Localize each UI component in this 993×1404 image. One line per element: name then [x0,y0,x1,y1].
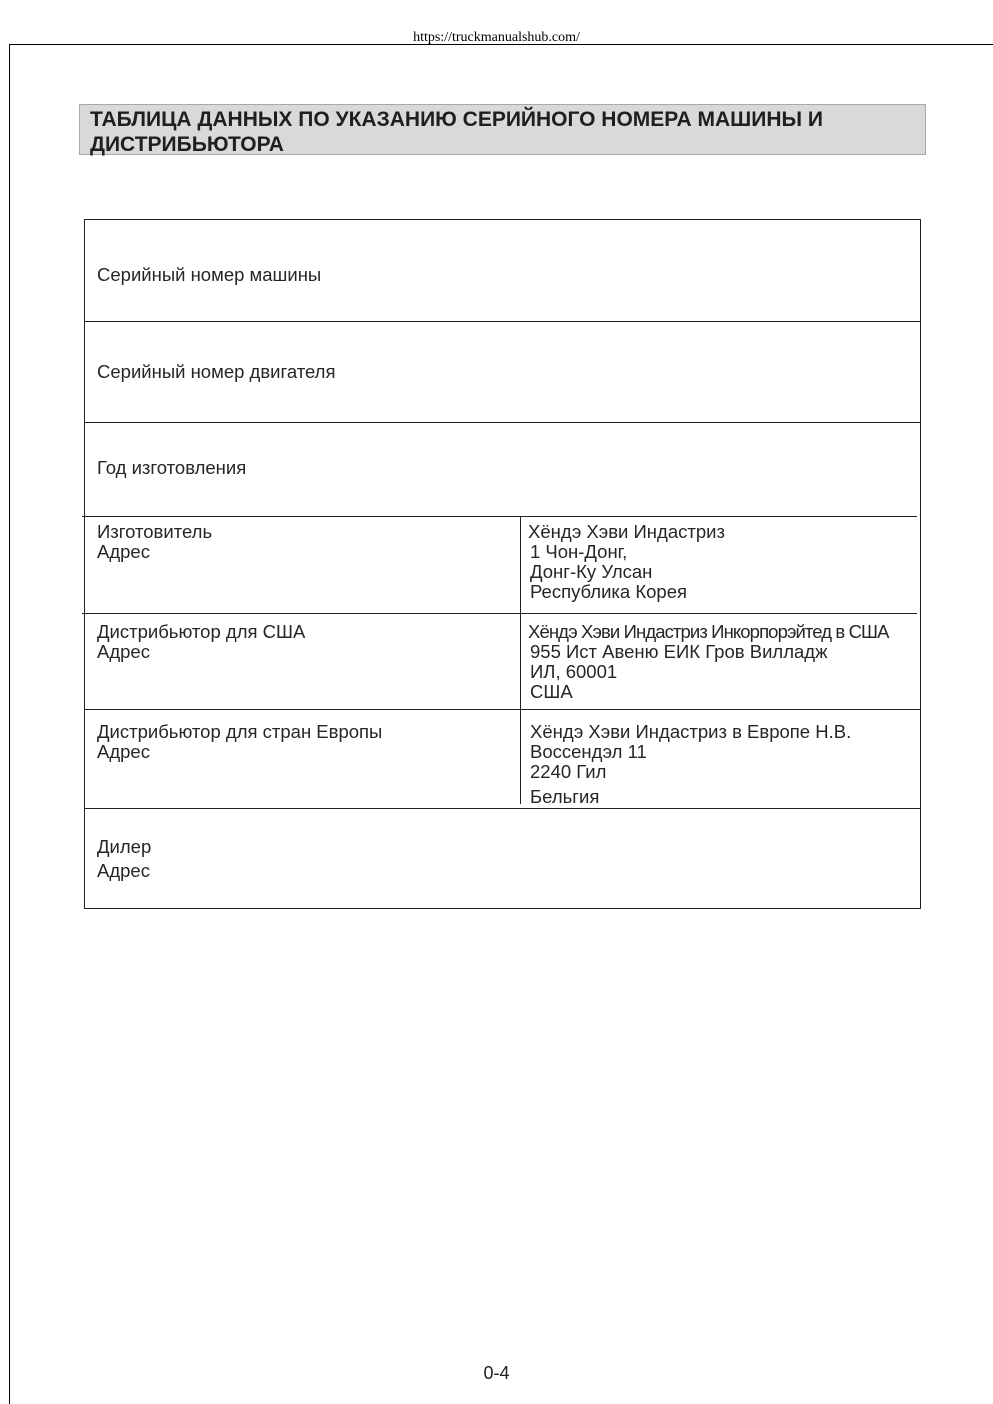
manufacturer-name: Хёндэ Хэви Индастриз [528,521,725,542]
page-number: 0-4 [483,1363,510,1383]
usa-address-line-1: 955 Ист Авеню ЕИК Гров Вилладж [530,641,828,662]
manufacturer-labels [97,522,212,562]
usa-distributor-labels [97,622,305,662]
year-row [97,458,246,478]
engine-serial-label: Серийный номер двигателя [97,361,336,382]
engine-serial-row [97,362,335,382]
europe-distributor-name: Хёндэ Хэви Индастриз в Европе Н.В. [530,721,852,742]
europe-address-line-3: Бельгия [530,786,600,807]
page-frame-left-border [9,44,10,1404]
manufacturer-address-line-1: 1 Чон-Донг, [530,541,628,562]
year-label: Год изготовления [97,457,247,478]
row-divider [85,709,920,710]
section-title-line-1: ТАБЛИЦА ДАННЫХ ПО УКАЗАНИЮ СЕРИЙНОГО НОМЕРА МАШИНЫ И [90,108,823,131]
usa-distributor-label: Дистрибьютор для США [97,621,306,642]
row-divider [82,613,917,614]
dealer-address-label: Адрес [97,860,150,881]
machine-serial-label: Серийный номер машины [97,264,322,285]
row-divider [85,808,920,809]
source-url: https://truckmanualshub.com/ [413,30,580,45]
europe-distributor-label: Дистрибьютор для стран Европы [97,721,383,742]
europe-address-line-2: 2240 Гил [530,761,607,782]
manufacturer-label: Изготовитель [97,521,213,542]
europe-distributor-details [530,722,851,807]
europe-address-label: Адрес [97,741,150,762]
manufacturer-details [528,522,725,602]
section-title [79,104,926,155]
serial-number-table [84,219,921,909]
row-divider [85,422,920,423]
usa-address-label: Адрес [97,641,150,662]
usa-address-line-2: ИЛ, 60001 [530,661,618,682]
usa-address-line-3: США [530,681,573,702]
dealer-label: Дилер [97,836,152,857]
section-title-line-2: ДИСТРИБЬЮТОРА [90,133,284,156]
row-divider [85,321,920,322]
usa-distributor-name: Хёндэ Хэви Индастриз Инкорпорэйтед в США [528,621,889,642]
dealer-labels [97,835,151,883]
usa-distributor-details [528,622,889,702]
manufacturer-address-line-3: Республика Корея [530,581,688,602]
manufacturer-address-label: Адрес [97,541,150,562]
europe-address-line-1: Воссендэл 11 [530,741,647,762]
europe-distributor-labels [97,722,382,762]
machine-serial-row [97,265,321,285]
page-frame-top-border [9,44,993,45]
manufacturer-address-line-2: Донг-Ку Улсан [530,561,653,582]
column-divider [520,517,521,804]
row-divider [82,516,917,517]
